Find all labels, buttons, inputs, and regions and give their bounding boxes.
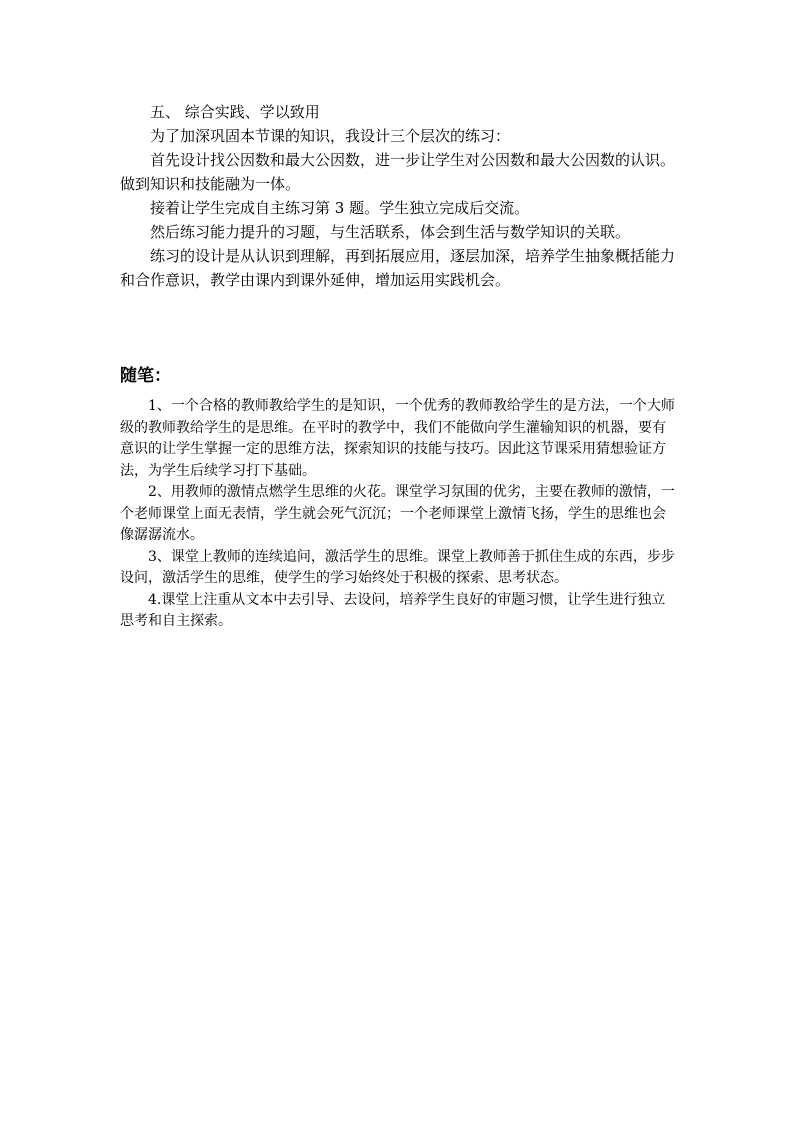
notes-item: 2、用教师的激情点燃学生思维的火花。课堂学习氛围的优劣，主要在教师的激情，一个老师课堂上面无表情，学生就会死气沉沉；一个老师课堂上激情飞扬，学生的思维也会像潺潺流水。 — [120, 484, 675, 543]
practice-paragraph: 为了加深巩固本节课的知识，我设计三个层次的练习： — [150, 127, 511, 145]
practice-section — [120, 100, 680, 292]
practice-paragraph: 接着让学生完成自主练习第 3 题。学生独立完成后交流。 — [150, 199, 530, 217]
notes-title: 随笔： — [120, 366, 171, 386]
practice-paragraph: 首先设计找公因数和最大公因数，进一步让学生对公因数和最大公因数的认识。做到知识和技能融为一体。 — [120, 151, 676, 193]
practice-paragraph: 然后练习能力提升的习题，与生活联系，体会到生活与数学知识的关联。 — [150, 223, 631, 241]
practice-heading: 五、 综合实践、学以致用 — [150, 103, 320, 121]
notes-item: 3、课堂上教师的连续追问，激活学生的思维。课堂上教师善于抓住生成的东西，步步设问，激活学生的思维，使学生的学习始终处于积极的探索、思考状态。 — [120, 548, 675, 586]
notes-section — [120, 396, 676, 633]
notes-item: 4.课堂上注重从文本中去引导、去设问，培养学生良好的审题习惯，让学生进行独立思考和自主探索。 — [120, 591, 666, 629]
notes-item: 1、一个合格的教师教给学生的是知识，一个优秀的教师教给学生的是方法，一个大师级的教师教给学生的是思维。在平时的教学中，我们不能做向学生灌输知识的机器，要有意识的让学生掌握一定的思维方法，探索知识的技能与技巧。因此这节课采用猜想验证方法，为学生后续学习打下基础。 — [120, 398, 675, 479]
practice-paragraph: 练习的设计是从认识到理解，再到拓展应用，逐层加深，培养学生抽象概括能力和合作意识，教学由课内到课外延伸，增加运用实践机会。 — [120, 247, 676, 289]
